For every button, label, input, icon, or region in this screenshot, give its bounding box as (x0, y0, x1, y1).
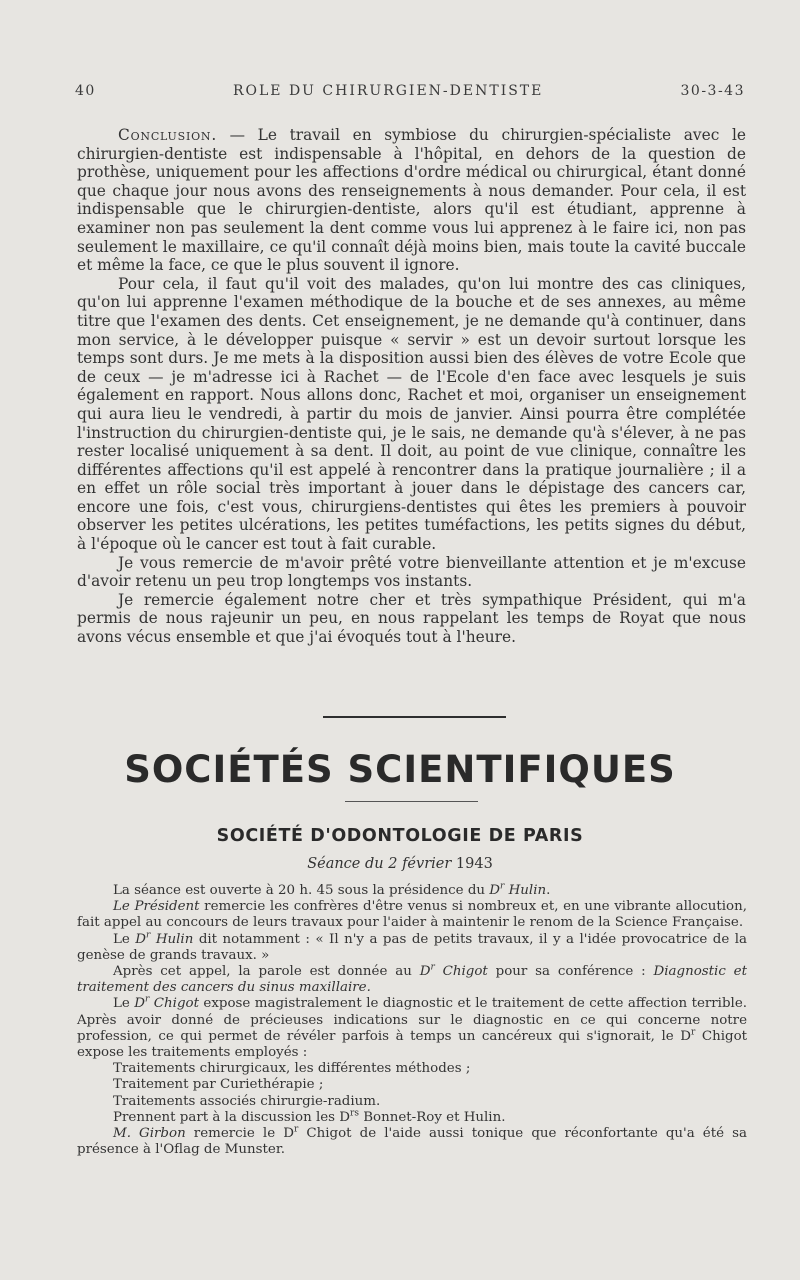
header-date: 30-3-43 (680, 83, 745, 99)
section-divider (323, 716, 506, 718)
minutes-paragraph: Le Président remercie les confrères d'être venus si nombreux et, en une vibrante allocution, fait appel au concours de leurs travaux pour l'aider à maintenir le renom de la Science Française. (77, 899, 747, 931)
page-number: 40 (75, 83, 96, 99)
minutes-paragraph: Prennent part à la discussion les $D^{rs}$ Bonnet-Roy et Hulin. (113, 1108, 506, 1125)
minutes-paragraph: Le $D^r$ Chigot expose magistralement le diagnostic et le traitement de cette affection terrible. Après avoir donné de précieuses indications sur le diagnostic en ce qui concerne notre profession, ce qui permet de révéler parfois à temps un cancéreux qui s'ignorait, le $D^r$ Chigot expose les traitements employés : (77, 994, 748, 1061)
society-title: SOCIÉTÉ D'ODONTOLOGIE DE PARIS (216, 826, 584, 846)
conclusion-text (77, 126, 746, 647)
session-minutes (77, 883, 747, 1158)
session-date (0, 856, 800, 872)
paragraph: Pour cela, il faut qu'il voit des malades, qu'on lui montre des cas cliniques, qu'on lui apprenne l'examen méthodique de la bouche et de ses annexes, au même titre que l'examen des dents. Cet enseignement, je ne demande qu'à continuer, dans mon service, à le développer puisque « servir » est un devoir surtout lorsque les temps sont durs. Je me mets à la disposition aussi bien des élèves de votre Ecole que de ceux — je m'adresse ici à Rachet — de l'Ecole d'en face avec lesquels je suis également en rapport. Nous allons donc, Rachet et moi, organiser un enseignement qui aura lieu le vendredi, à partir du mois de janvier. Ainsi pourra être complétée l'instruction du chirurgien-dentiste qui, je le sais, ne demande qu'à s'élever, à ne pas rester localisé uniquement à sa dent. Il doit, au point de vue clinique, connaître les différentes affections qu'il est appelé à rencontrer dans la pratique journalière ; il a en effet un rôle social très important à jouer dans le dépistage des cancers car, encore une fois, c'est vous, chirurgiens-dentistes qui êtes les premiers à pouvoir observer les petites ulcérations, les petites tuméfactions, les petits signes du début, à l'époque où le cancer est tout à fait curable. (77, 274, 746, 554)
minutes-paragraph: Après cet appel, la parole est donnée au $D^r$ Chigot pour sa conférence : Diagnostic et traitement des cancers du sinus maxillaire. (77, 962, 747, 996)
paragraph: Je remercie également notre cher et très sympathique Président, qui m'a permis de nous rajeunir un peu, en nous rappelant les temps de Royat que nous avons vécus ensemble et que j'ai évoqués tout à l'heure. (77, 590, 746, 647)
session-day: 2 février (388, 856, 452, 872)
paragraph: Je vous remercie de m'avoir prêté votre bienveillante attention et je m'excuse d'avoir retenu un peu trop longtemps vos instants. (77, 553, 746, 591)
running-title: ROLE DU CHIRURGIEN-DENTISTE (232, 83, 544, 99)
treatment-item: Traitements associés chirurgie-radium. (113, 1093, 381, 1109)
title-underline (345, 801, 478, 802)
session-label: Séance du (307, 856, 384, 872)
paragraph-text: — Le travail en symbiose du chirurgien-spécialiste avec le chirurgien-dentiste est indispensable à l'hôpital, en dehors de la question de prothèse, uniquement pour les affections d'ordre médical ou chirurgical, étant donné que chaque jour nous avons des renseignements à nous demander. Pour cela, il est indispensable que le chirurgien-dentiste, alors qu'il est étudiant, apprenne à examiner non pas seulement la dent comme vous lui apprenez à le faire ici, non pas seulement le maxillaire, ce qu'il connaît déjà moins bien, mais toute la cavité buccale et même la face, ce que le plus souvent il ignore. (77, 126, 746, 275)
minutes-paragraph: La séance est ouverte à 20 h. 45 sous la présidence du $D^r$ Hulin. (113, 881, 551, 898)
session-year: 1943 (455, 856, 493, 872)
paragraph (77, 126, 746, 275)
conclusion-lead: Conclusion. (118, 126, 218, 144)
running-header (75, 83, 745, 99)
minutes-paragraph: Le $D^r$ Hulin dit notamment : « Il n'y a pas de petits travaux, il y a l'idée provocatrice de la genèse de grands travaux. » (77, 930, 747, 963)
section-title: SOCIÉTÉS SCIENTIFIQUES (124, 748, 676, 791)
minutes-paragraph: M. Girbon remercie le $D^r$ Chigot de l'aide aussi tonique que réconfortante qu'a été sa présence à l'Oflag de Munster. (77, 1124, 747, 1158)
treatment-item: Traitements chirurgicaux, les différentes méthodes ; (113, 1061, 471, 1077)
treatment-item: Traitement par Curiethérapie ; (113, 1077, 324, 1093)
